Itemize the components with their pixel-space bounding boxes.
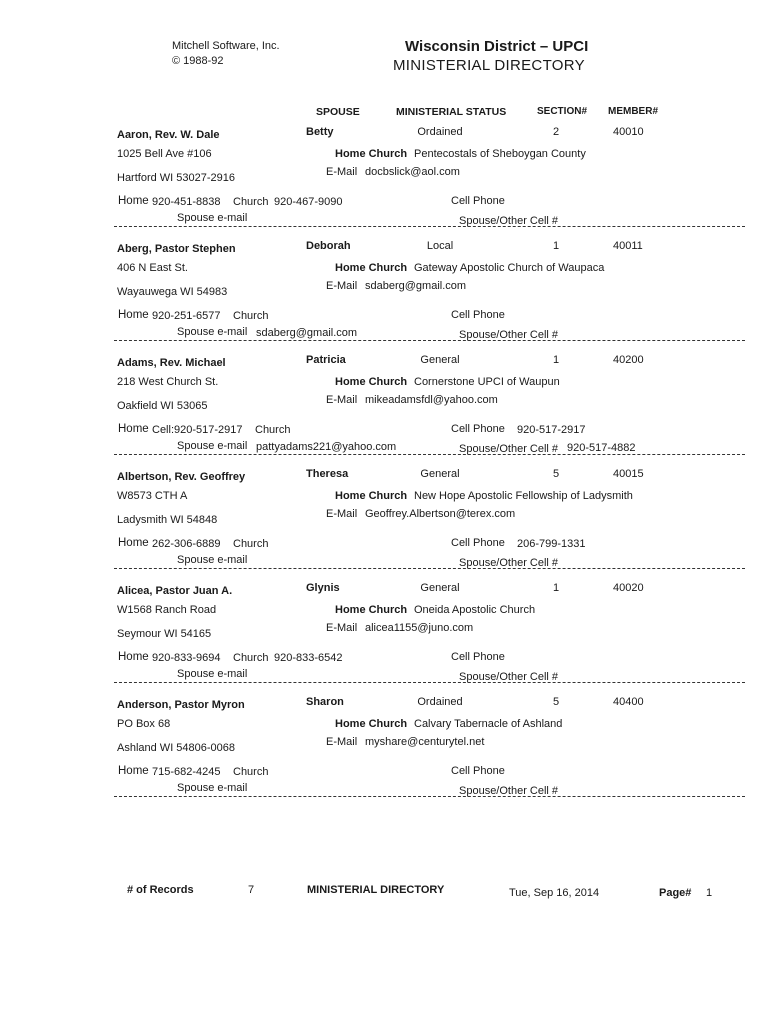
church-phone-label: Church [233, 652, 269, 664]
record-member: 40010 [613, 126, 644, 138]
record-address-line2: Wayauwega WI 54983 [117, 286, 228, 298]
email-label: E-Mail [326, 280, 358, 292]
cell-phone-label: Cell Phone [451, 423, 505, 435]
footer-page-number: 1 [706, 887, 713, 899]
record-address-line1: 406 N East St. [117, 262, 188, 274]
column-header-status: MINISTERIAL STATUS [396, 106, 507, 118]
copyright-notice: © 1988-92 [172, 55, 224, 67]
record-spouse-cell: 920-517-4882 [567, 442, 636, 454]
directory-record [0, 241, 768, 355]
email-label: E-Mail [326, 508, 358, 520]
record-divider [114, 340, 745, 341]
home-phone-label: Home [118, 309, 149, 321]
record-address-line2: Ashland WI 54806-0068 [117, 742, 236, 754]
company-name: Mitchell Software, Inc. [172, 40, 280, 52]
spouse-cell-label: Spouse/Other Cell # [459, 215, 559, 227]
church-phone-label: Church [233, 196, 269, 208]
record-home-phone: Cell:920-517-2917 [152, 424, 243, 436]
record-member: 40400 [613, 696, 644, 708]
footer-page-label: Page# [659, 887, 692, 899]
record-home-phone: 262-306-6889 [152, 538, 221, 550]
record-member: 40015 [613, 468, 644, 480]
directory-record [0, 469, 768, 583]
spouse-cell-label: Spouse/Other Cell # [459, 443, 559, 455]
footer-records-label: # of Records [127, 884, 194, 896]
record-address-line1: 1025 Bell Ave #106 [117, 148, 212, 160]
record-section: 1 [553, 354, 560, 366]
record-status: Local [426, 240, 454, 252]
record-status: Ordained [417, 696, 463, 708]
spouse-email-label: Spouse e-mail [177, 212, 248, 224]
record-home-church: Gateway Apostolic Church of Waupaca [414, 262, 605, 274]
record-church-phone: 920-833-6542 [274, 652, 343, 664]
home-church-label: Home Church [335, 604, 408, 616]
email-label: E-Mail [326, 622, 358, 634]
spouse-cell-label: Spouse/Other Cell # [459, 329, 559, 341]
home-church-label: Home Church [335, 490, 408, 502]
spouse-cell-label: Spouse/Other Cell # [459, 671, 559, 683]
record-status: General [420, 354, 460, 366]
record-email: docbslick@aol.com [365, 166, 460, 178]
record-divider [114, 568, 745, 569]
record-divider [114, 796, 745, 797]
record-section: 5 [553, 468, 560, 480]
cell-phone-label: Cell Phone [451, 309, 505, 321]
record-church-phone: 920-467-9090 [274, 196, 343, 208]
directory-record [0, 697, 768, 811]
record-home-phone: 920-251-6577 [152, 310, 221, 322]
record-address-line2: Ladysmith WI 54848 [117, 514, 218, 526]
record-spouse: Glynis [306, 582, 340, 594]
footer-date: Tue, Sep 16, 2014 [509, 887, 600, 899]
directory-record [0, 127, 768, 241]
home-church-label: Home Church [335, 718, 408, 730]
record-name: Albertson, Rev. Geoffrey [117, 471, 246, 483]
home-church-label: Home Church [335, 262, 408, 274]
record-email: sdaberg@gmail.com [365, 280, 467, 292]
record-spouse: Betty [306, 126, 334, 138]
spouse-email-label: Spouse e-mail [177, 782, 248, 794]
church-phone-label: Church [233, 310, 269, 322]
spouse-email-label: Spouse e-mail [177, 668, 248, 680]
email-label: E-Mail [326, 166, 358, 178]
record-divider [114, 226, 745, 227]
record-name: Adams, Rev. Michael [117, 357, 226, 369]
record-cell-phone: 206-799-1331 [517, 538, 586, 550]
email-label: E-Mail [326, 394, 358, 406]
record-spouse-email: pattyadams221@yahoo.com [256, 441, 397, 453]
home-phone-label: Home [118, 765, 149, 777]
spouse-cell-label: Spouse/Other Cell # [459, 557, 559, 569]
record-address-line2: Seymour WI 54165 [117, 628, 212, 640]
record-email: mikeadamsfdl@yahoo.com [365, 394, 498, 406]
record-email: alicea1155@juno.com [365, 622, 474, 634]
record-email: Geoffrey.Albertson@terex.com [365, 508, 516, 520]
cell-phone-label: Cell Phone [451, 651, 505, 663]
home-phone-label: Home [118, 423, 149, 435]
record-name: Aberg, Pastor Stephen [117, 243, 236, 255]
record-address-line1: W8573 CTH A [117, 490, 188, 502]
footer-records-count: 7 [248, 884, 255, 896]
record-spouse: Deborah [306, 240, 351, 252]
record-member: 40200 [613, 354, 644, 366]
directory-record [0, 355, 768, 469]
spouse-email-label: Spouse e-mail [177, 440, 248, 452]
record-home-church: New Hope Apostolic Fellowship of Ladysmith [414, 490, 633, 502]
column-header-member: MEMBER# [608, 106, 659, 117]
record-status: General [420, 468, 460, 480]
record-cell-phone: 920-517-2917 [517, 424, 586, 436]
record-status: General [420, 582, 460, 594]
column-header-section: SECTION# [537, 106, 588, 117]
cell-phone-label: Cell Phone [451, 765, 505, 777]
record-name: Anderson, Pastor Myron [117, 699, 245, 711]
record-email: myshare@centurytel.net [365, 736, 485, 748]
home-church-label: Home Church [335, 376, 408, 388]
home-church-label: Home Church [335, 148, 408, 160]
record-spouse-email: sdaberg@gmail.com [256, 327, 358, 339]
record-divider [114, 682, 745, 683]
church-phone-label: Church [233, 766, 269, 778]
record-address-line2: Hartford WI 53027-2916 [117, 172, 236, 184]
record-member: 40011 [613, 240, 643, 252]
record-address-line1: PO Box 68 [117, 718, 171, 730]
home-phone-label: Home [118, 195, 149, 207]
column-header-spouse: SPOUSE [316, 106, 360, 118]
record-home-church: Pentecostals of Sheboygan County [414, 148, 586, 160]
record-address-line2: Oakfield WI 53065 [117, 400, 208, 412]
record-spouse: Theresa [306, 468, 349, 480]
directory-record [0, 583, 768, 697]
record-name: Alicea, Pastor Juan A. [117, 585, 233, 597]
record-status: Ordained [417, 126, 463, 138]
record-section: 1 [553, 240, 560, 252]
record-address-line1: 218 West Church St. [117, 376, 219, 388]
document-subtitle: MINISTERIAL DIRECTORY [393, 57, 585, 74]
church-phone-label: Church [233, 538, 269, 550]
record-name: Aaron, Rev. W. Dale [117, 129, 220, 141]
spouse-cell-label: Spouse/Other Cell # [459, 785, 559, 797]
spouse-email-label: Spouse e-mail [177, 326, 248, 338]
record-spouse: Patricia [306, 354, 346, 366]
record-divider [114, 454, 745, 455]
record-address-line1: W1568 Ranch Road [117, 604, 217, 616]
church-phone-label: Church [255, 424, 291, 436]
document-title: Wisconsin District – UPCI [405, 38, 589, 55]
spouse-email-label: Spouse e-mail [177, 554, 248, 566]
home-phone-label: Home [118, 537, 149, 549]
record-home-church: Calvary Tabernacle of Ashland [414, 718, 563, 730]
record-section: 1 [553, 582, 560, 594]
record-spouse: Sharon [306, 696, 344, 708]
record-member: 40020 [613, 582, 644, 594]
record-home-phone: 715-682-4245 [152, 766, 221, 778]
cell-phone-label: Cell Phone [451, 195, 505, 207]
record-section: 2 [553, 126, 560, 138]
email-label: E-Mail [326, 736, 358, 748]
record-home-church: Oneida Apostolic Church [414, 604, 536, 616]
cell-phone-label: Cell Phone [451, 537, 505, 549]
record-home-phone: 920-833-9694 [152, 652, 221, 664]
record-section: 5 [553, 696, 560, 708]
footer-directory-label: MINISTERIAL DIRECTORY [307, 884, 445, 896]
record-home-church: Cornerstone UPCI of Waupun [414, 376, 560, 388]
home-phone-label: Home [118, 651, 149, 663]
record-home-phone: 920-451-8838 [152, 196, 221, 208]
